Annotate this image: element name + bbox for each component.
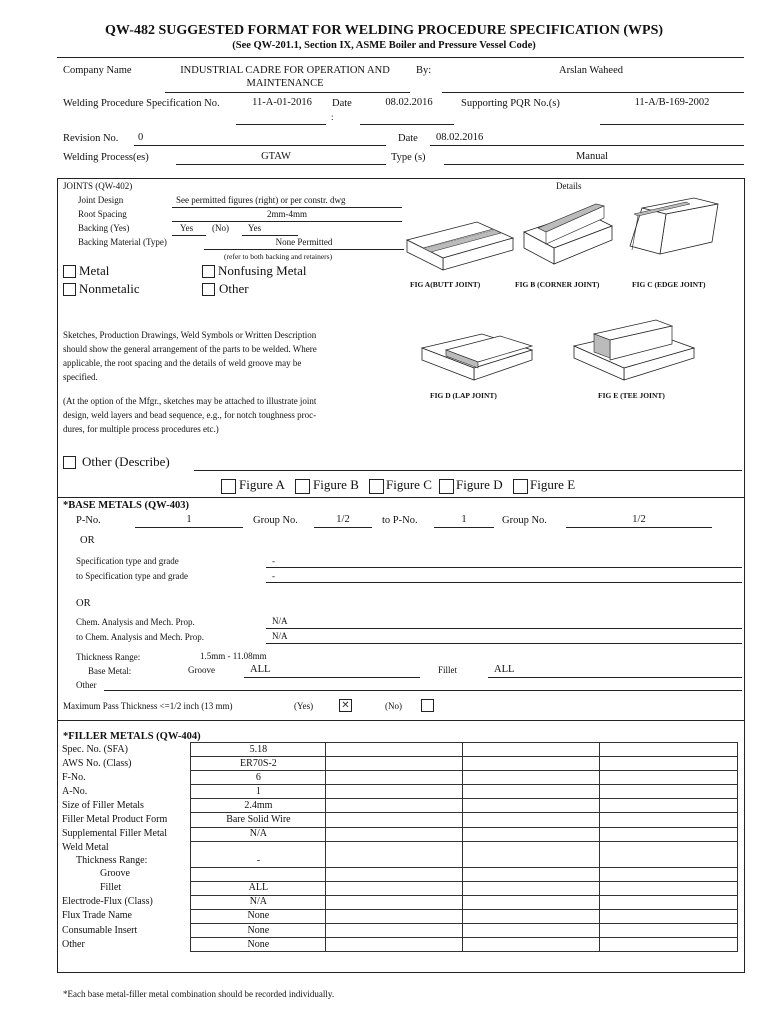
to-spec-label: to Specification type and grade — [76, 571, 188, 581]
filler-cell[interactable] — [600, 799, 738, 813]
page-subtitle: (See QW-201.1, Section IX, ASME Boiler and Pressure Vessel Code) — [232, 40, 536, 51]
spec-underline — [266, 567, 742, 568]
max-pass-label: Maximum Pass Thickness <=1/2 inch (13 mm) — [63, 701, 233, 711]
table-row — [62, 909, 738, 923]
fillet-label: Fillet — [438, 665, 458, 675]
filler-cell[interactable]: 6 — [191, 771, 326, 785]
table-row — [62, 743, 738, 757]
filler-cell[interactable] — [463, 771, 600, 785]
option-text-3: dures, for multiple process procedures etc.) — [63, 424, 219, 434]
group2-label: Group No. — [502, 515, 547, 526]
base-metals-section — [57, 496, 745, 721]
table-row — [62, 938, 738, 952]
nonmetalic-label: Nonmetalic — [79, 281, 140, 296]
filler-cell[interactable] — [463, 785, 600, 799]
filler-cell[interactable] — [600, 813, 738, 827]
figure-c-checkbox[interactable] — [369, 479, 384, 494]
figure-d-label: Figure D — [456, 477, 503, 492]
lap-joint-figure — [420, 326, 536, 390]
filler-cell[interactable]: Bare Solid Wire — [191, 813, 326, 827]
butt-joint-figure — [405, 210, 515, 276]
filler-row-label: A-No. — [62, 785, 191, 799]
fillet-underline — [488, 677, 742, 678]
metal-checkbox[interactable] — [63, 265, 76, 278]
to-chem-underline — [266, 643, 742, 644]
pqr-underline — [600, 124, 744, 125]
joint-design-underline — [172, 207, 402, 208]
table-row — [62, 785, 738, 799]
filler-cell[interactable] — [600, 841, 738, 867]
fig-e-caption: FIG E (TEE JOINT) — [598, 391, 665, 400]
corner-joint-figure — [522, 198, 614, 276]
sketch-text-1: Sketches, Production Drawings, Weld Symbols or Written Description — [63, 330, 317, 340]
figure-c-label: Figure C — [386, 477, 432, 492]
max-pass-no-checkbox[interactable] — [421, 699, 434, 712]
type-field[interactable]: Manual — [575, 151, 609, 162]
filler-cell[interactable] — [326, 785, 463, 799]
filler-row-label: Fillet — [62, 881, 191, 895]
fillet-field[interactable]: ALL — [494, 664, 515, 675]
company-name-field[interactable] — [172, 64, 398, 90]
chem-field[interactable]: N/A — [272, 616, 288, 626]
date2-label: Date — [398, 133, 418, 144]
pqr-field[interactable]: 11-A/B-169-2002 — [634, 97, 710, 108]
joint-design-label: Joint Design — [78, 195, 124, 205]
filler-cell[interactable]: None — [191, 938, 326, 952]
wps-label: Welding Procedure Specification No. — [63, 98, 220, 109]
or-label-2: OR — [76, 598, 91, 609]
filler-cell[interactable] — [463, 881, 600, 895]
chem-underline — [266, 628, 742, 629]
table-row — [62, 799, 738, 813]
figure-a-label: Figure A — [239, 477, 285, 492]
filler-cell[interactable] — [463, 743, 600, 757]
filler-cell[interactable] — [326, 757, 463, 771]
company-line-2: MAINTENANCE — [246, 78, 324, 89]
metal-label: Metal — [79, 263, 110, 278]
filler-row-label: Supplemental Filler Metal — [62, 827, 191, 841]
nonfusing-label: Nonfusing Metal — [218, 263, 307, 278]
filler-cell[interactable] — [463, 867, 600, 881]
group2-field[interactable]: 1/2 — [632, 514, 646, 525]
other-describe-field[interactable] — [194, 470, 742, 471]
pqr-label: Supporting PQR No.(s) — [461, 98, 560, 109]
chem-label: Chem. Analysis and Mech. Prop. — [76, 617, 195, 627]
process-underline — [176, 164, 386, 165]
filler-cell[interactable] — [326, 743, 463, 757]
thickness-range-label: Thickness Range: — [76, 855, 148, 867]
backing-no-underline — [242, 235, 298, 236]
filler-row-label: Groove — [62, 867, 191, 881]
figure-e-label: Figure E — [530, 477, 576, 492]
filler-cell[interactable] — [326, 881, 463, 895]
to-spec-field[interactable]: - — [272, 571, 275, 581]
groove-field[interactable]: ALL — [250, 664, 271, 675]
filler-cell[interactable]: ALL — [191, 881, 326, 895]
filler-cell[interactable] — [326, 771, 463, 785]
backing-material-field[interactable]: None Permitted — [275, 237, 333, 247]
date-label: Date — [332, 98, 352, 109]
company-line-1: INDUSTRIAL CADRE FOR OPERATION AND — [180, 65, 390, 76]
other-base-label: Other — [76, 680, 97, 690]
filler-cell[interactable] — [326, 827, 463, 841]
backing-no-field[interactable]: Yes — [248, 223, 262, 233]
backing-material-underline — [204, 249, 404, 250]
option-instructions — [63, 394, 316, 436]
group-label: Group No. — [253, 515, 298, 526]
sketch-text-4: specified. — [63, 372, 98, 382]
option-text-2: design, weld layers and bead sequence, e.g., for notch toughness proc- — [63, 410, 317, 420]
filler-cell[interactable]: N/A — [191, 827, 326, 841]
filler-row-label: F-No. — [62, 771, 191, 785]
footnote: *Each base metal-filler metal combination should be recorded individually. — [63, 989, 335, 999]
max-pass-no-label: (No) — [385, 701, 402, 711]
option-text-1: (At the option of the Mfgr., sketches may be attached to illustrate joint — [63, 396, 317, 406]
filler-cell[interactable]: N/A — [191, 895, 326, 909]
revision-label: Revision No. — [63, 133, 119, 144]
page-title: QW-482 SUGGESTED FORMAT FOR WELDING PROCEDURE SPECIFICATION (WPS) — [104, 23, 664, 38]
backing-note: (refer to both backing and retainers) — [224, 252, 333, 261]
to-pno-underline — [434, 527, 494, 528]
other-describe-checkbox[interactable] — [63, 456, 76, 469]
filler-cell[interactable]: 1 — [191, 785, 326, 799]
other-material-label: Other — [219, 281, 249, 296]
filler-cell[interactable] — [326, 909, 463, 923]
filler-cell[interactable] — [600, 909, 738, 923]
filler-row-label: Electrode-Flux (Class) — [62, 895, 191, 909]
table-row — [62, 757, 738, 771]
fig-b-caption: FIG B (CORNER JOINT) — [515, 280, 600, 289]
date-underline — [360, 124, 454, 125]
edge-joint-figure — [624, 196, 720, 268]
sketch-instructions — [63, 328, 317, 384]
header-rule — [57, 57, 744, 58]
type-label: Type (s) — [391, 152, 426, 163]
filler-cell[interactable]: None — [191, 909, 326, 923]
process-field[interactable]: GTAW — [261, 151, 291, 162]
to-pno-field[interactable]: 1 — [461, 514, 467, 525]
filler-row-label: Consumable Insert — [62, 924, 191, 938]
revision-field[interactable]: 0 — [138, 132, 144, 143]
thickness-label: Thickness Range: — [76, 652, 141, 662]
filler-row-label: Flux Trade Name — [62, 909, 191, 923]
or-label-1: OR — [80, 535, 95, 546]
table-row — [62, 827, 738, 841]
filler-cell[interactable]: ER70S-2 — [191, 757, 326, 771]
company-label: Company Name — [63, 65, 132, 76]
by-field[interactable]: Arslan Waheed — [559, 65, 623, 76]
fig-c-caption: FIG C (EDGE JOINT) — [632, 280, 706, 289]
filler-cell[interactable] — [463, 841, 600, 867]
filler-cell[interactable] — [463, 757, 600, 771]
filler-cell[interactable] — [463, 924, 600, 938]
filler-cell[interactable]: 5.18 — [191, 743, 326, 757]
table-row — [62, 895, 738, 909]
filler-cell[interactable] — [463, 909, 600, 923]
max-pass-yes-checkbox[interactable]: ✕ — [339, 699, 352, 712]
to-spec-underline — [266, 582, 742, 583]
root-spacing-underline — [172, 221, 402, 222]
filler-cell[interactable] — [191, 867, 326, 881]
table-row — [62, 924, 738, 938]
filler-row-label: Other — [62, 938, 191, 952]
table-row — [62, 771, 738, 785]
filler-row-label — [62, 841, 191, 867]
filler-cell[interactable] — [600, 938, 738, 952]
filler-cell[interactable] — [600, 757, 738, 771]
fig-d-caption: FIG D (LAP JOINT) — [430, 391, 497, 400]
other-base-field[interactable] — [104, 690, 742, 691]
nonfusing-checkbox[interactable] — [202, 265, 215, 278]
table-row — [62, 867, 738, 881]
revision-underline — [134, 145, 386, 146]
group-field[interactable]: 1/2 — [336, 514, 350, 525]
backing-yes-underline — [172, 235, 206, 236]
filler-cell[interactable] — [600, 743, 738, 757]
to-chem-field[interactable]: N/A — [272, 631, 288, 641]
filler-cell[interactable] — [600, 881, 738, 895]
filler-cell[interactable]: None — [191, 924, 326, 938]
filler-row-label: Spec. No. (SFA) — [62, 743, 191, 757]
wps-underline — [236, 124, 326, 125]
filler-cell[interactable] — [463, 813, 600, 827]
date-field[interactable]: 08.02.2016 — [385, 97, 433, 108]
filler-cell[interactable] — [326, 938, 463, 952]
filler-cell[interactable]: 2.4mm — [191, 799, 326, 813]
pno-field[interactable]: 1 — [186, 514, 192, 525]
group2-underline — [566, 527, 712, 528]
by-label: By: — [416, 65, 432, 76]
backing-yes-field[interactable]: Yes — [180, 223, 194, 233]
groove-underline — [244, 677, 420, 678]
type-underline — [444, 164, 744, 165]
filler-cell[interactable] — [326, 841, 463, 867]
spec-label: Specification type and grade — [76, 556, 179, 566]
date2-field[interactable]: 08.02.2016 — [436, 132, 484, 143]
details-label: Details — [556, 181, 582, 191]
figure-e-checkbox[interactable] — [513, 479, 528, 494]
spec-field[interactable]: - — [272, 556, 275, 566]
filler-cell[interactable] — [600, 895, 738, 909]
figure-d-checkbox[interactable] — [439, 479, 454, 494]
backing-material-label: Backing Material (Type) — [78, 237, 167, 247]
filler-cell[interactable] — [600, 924, 738, 938]
fig-a-caption: FIG A(BUTT JOINT) — [410, 280, 481, 289]
filler-cell[interactable] — [600, 771, 738, 785]
filler-row-label: Filler Metal Product Form — [62, 813, 191, 827]
root-spacing-label: Root Spacing — [78, 209, 127, 219]
sketch-text-3: applicable, the root spacing and the details of weld groove may be — [63, 358, 302, 368]
filler-cell[interactable] — [463, 895, 600, 909]
filler-cell[interactable] — [326, 867, 463, 881]
filler-cell[interactable]: - — [191, 841, 326, 867]
date-colon: : — [331, 112, 334, 122]
filler-cell[interactable] — [600, 785, 738, 799]
figure-b-label: Figure B — [313, 477, 359, 492]
filler-cell[interactable] — [326, 799, 463, 813]
table-row — [62, 813, 738, 827]
nonmetalic-checkbox[interactable] — [63, 283, 76, 296]
filler-metals-table — [62, 742, 738, 952]
joint-design-field[interactable]: See permitted figures (right) or per constr. dwg — [176, 195, 346, 205]
joints-heading: JOINTS (QW-402) — [63, 181, 133, 191]
other-material-checkbox[interactable] — [202, 283, 215, 296]
sketch-text-2: should show the general arrangement of the parts to be welded. Where — [63, 344, 317, 354]
group-underline — [314, 527, 372, 528]
filler-metals-heading: *FILLER METALS (QW-404) — [63, 731, 201, 742]
thickness-field[interactable]: 1.5mm - 11.08mm — [200, 651, 267, 661]
backing-label: Backing (Yes) — [78, 223, 130, 233]
filler-row-label: Size of Filler Metals — [62, 799, 191, 813]
to-chem-label: to Chem. Analysis and Mech. Prop. — [76, 632, 204, 642]
pno-label: P-No. — [76, 515, 101, 526]
filler-cell[interactable] — [463, 799, 600, 813]
table-row — [62, 881, 738, 895]
to-pno-label: to P-No. — [382, 515, 418, 526]
filler-cell[interactable] — [326, 813, 463, 827]
base-metal-label: Base Metal: — [88, 666, 132, 676]
tee-joint-figure — [572, 318, 696, 390]
root-spacing-field[interactable]: 2mm-4mm — [267, 209, 307, 219]
weld-metal-label: Weld Metal — [62, 842, 109, 854]
table-row — [62, 841, 738, 867]
filler-cell[interactable] — [326, 924, 463, 938]
groove-label: Groove — [188, 665, 215, 675]
date2-underline — [430, 145, 744, 146]
figure-a-checkbox[interactable] — [221, 479, 236, 494]
company-underline — [165, 92, 410, 93]
filler-cell[interactable] — [600, 827, 738, 841]
filler-cell[interactable] — [600, 867, 738, 881]
backing-no-label: (No) — [212, 223, 229, 233]
figure-b-checkbox[interactable] — [295, 479, 310, 494]
wps-field[interactable]: 11-A-01-2016 — [252, 97, 312, 108]
filler-cell[interactable] — [463, 938, 600, 952]
filler-cell[interactable] — [463, 827, 600, 841]
filler-cell[interactable] — [326, 895, 463, 909]
by-underline — [442, 92, 744, 93]
filler-row-label: AWS No. (Class) — [62, 757, 191, 771]
pno-underline — [135, 527, 243, 528]
max-pass-yes-label: (Yes) — [294, 701, 314, 711]
other-describe-label: Other (Describe) — [82, 454, 170, 469]
process-label: Welding Process(es) — [63, 152, 149, 163]
base-metals-heading: *BASE METALS (QW-403) — [63, 500, 190, 511]
